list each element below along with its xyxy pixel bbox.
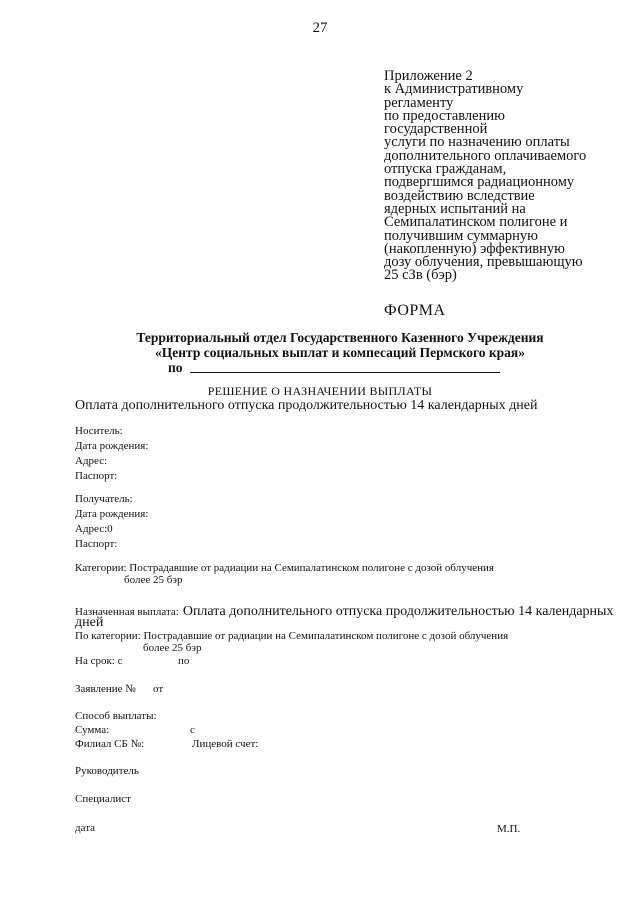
appendix-line: Семипалатинском полигоне и <box>384 214 568 231</box>
head-signature-label: Руководитель <box>75 765 139 777</box>
by-category-label: По категории: Пострадавшие от радиации на Семипалатинском полигоне с дозой облучения <box>75 630 509 642</box>
holder-block <box>75 424 148 484</box>
appendix-line: дополнительного оплачиваемого <box>384 147 587 164</box>
term-to-label: по <box>178 655 190 667</box>
appendix-block <box>384 70 586 283</box>
seal-label: М.П. <box>497 823 521 835</box>
payment-sum-label: Сумма: <box>75 724 110 736</box>
appendix-line: государственной <box>384 121 488 138</box>
category-label: Категории: Пострадавшие от радиации на Семипалатинском полигоне с дозой облучения <box>75 562 494 574</box>
org-title-line-2: «Центр социальных выплат и компесаций Пермского края» <box>155 345 525 360</box>
account-label: Лицевой счет: <box>192 738 259 750</box>
appendix-line: ядерных испытаний на <box>384 200 526 217</box>
payment-method-label: Способ выплаты: <box>75 710 157 722</box>
recipient-birth-date-label: Дата рождения: <box>75 508 149 520</box>
appendix-line: услуги по назначению оплаты <box>384 134 570 151</box>
holder-birth-date-label: Дата рождения: <box>75 440 149 452</box>
appendix-line: (накопленную) эффективную <box>384 240 565 257</box>
appendix-line: воздействию вследствие <box>384 187 535 204</box>
holder-address-label: Адрес: <box>75 455 108 467</box>
recipient-label: Получатель: <box>75 493 133 505</box>
payment-sum-from-label: с <box>190 724 195 736</box>
category-cont: более 25 бэр <box>124 574 183 586</box>
assigned-payment-value-cont: дней <box>75 615 104 630</box>
org-po-label: по <box>168 360 183 375</box>
decision-subtitle: Оплата дополнительного отпуска продолжительностью 14 календарных дней <box>75 398 538 413</box>
appendix-line: отпуска гражданам, <box>384 161 507 178</box>
appendix-line: 25 сЗв (бэр) <box>384 267 457 284</box>
term-from-label: На срок: с <box>75 655 123 667</box>
date-label: дата <box>75 822 96 834</box>
holder-carrier-label: Носитель: <box>75 425 123 437</box>
appendix-line: регламенту <box>384 94 454 111</box>
org-title-line-1: Территориальный отдел Государственного Казенного Учреждения <box>136 330 544 345</box>
appendix-line: к Административному <box>384 81 524 98</box>
branch-label: Филиал СБ №: <box>75 738 145 750</box>
appendix-line: по предоставлению <box>384 107 505 124</box>
appendix-line: дозу облучения, превышающую <box>384 254 583 271</box>
assigned-payment-label: Назначенная выплата: <box>75 606 179 618</box>
application-from-label: от <box>153 683 164 695</box>
appendix-line: получившим суммарную <box>384 227 539 244</box>
assigned-payment-value: Оплата дополнительного отпуска продолжительностью 14 календарных <box>182 604 614 619</box>
holder-passport-label: Паспорт: <box>75 470 118 482</box>
recipient-block <box>75 492 148 552</box>
recipient-passport-label: Паспорт: <box>75 538 118 550</box>
form-title: ФОРМА <box>384 302 446 319</box>
assigned-payment-row <box>75 602 613 620</box>
specialist-signature-label: Специалист <box>75 793 131 805</box>
appendix-line: подвергшимся радиационному <box>384 174 575 191</box>
decision-title: РЕШЕНИЕ О НАЗНАЧЕНИИ ВЫПЛАТЫ <box>207 384 433 398</box>
org-po-underline <box>190 372 500 373</box>
by-category-cont: более 25 бэр <box>143 642 202 654</box>
application-number-label: Заявление № <box>75 683 136 695</box>
page-number: 27 <box>312 20 328 36</box>
recipient-address-label: Адрес:0 <box>75 523 113 535</box>
appendix-line: Приложение 2 <box>384 68 473 84</box>
